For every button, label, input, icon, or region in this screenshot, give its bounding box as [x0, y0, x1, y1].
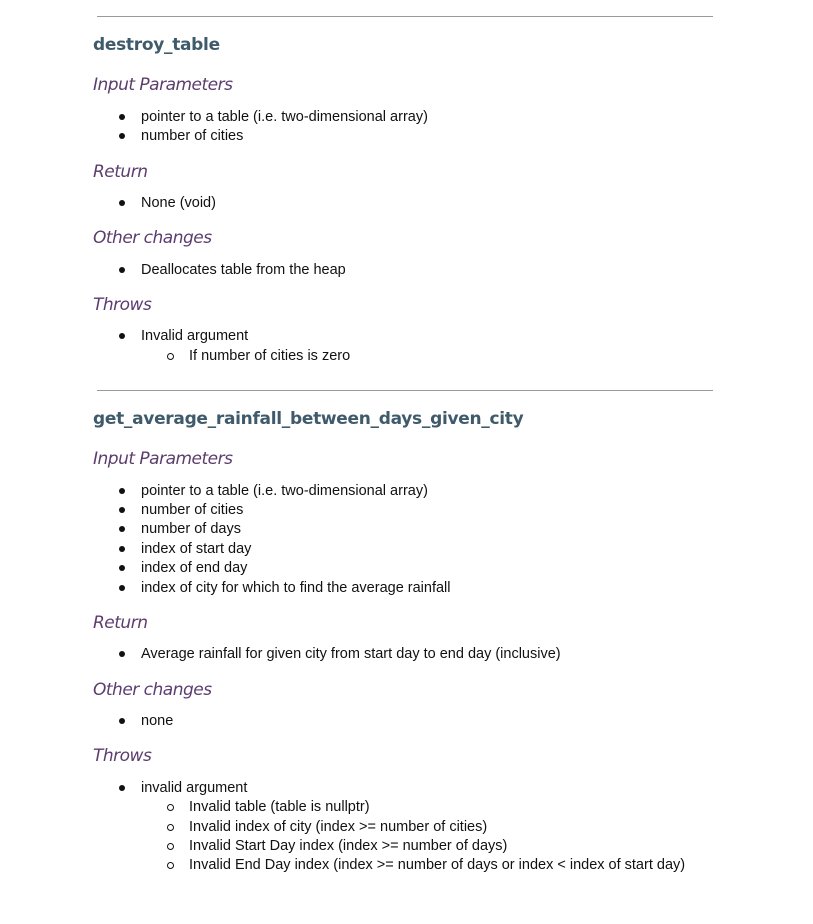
- list-item: pointer to a table (i.e. two-dimensional array): [141, 482, 428, 500]
- bullet-icon: [119, 133, 125, 139]
- throws-heading: Throws: [93, 295, 152, 315]
- list-item: none: [141, 712, 173, 730]
- list-item: number of days: [141, 520, 241, 538]
- circle-bullet-icon: [167, 824, 174, 831]
- return-heading: Return: [93, 162, 148, 182]
- other-changes-heading: Other changes: [93, 228, 212, 248]
- function-title: get_average_rainfall_between_days_given_city: [93, 409, 524, 429]
- sub-list-item: Invalid End Day index (index >= number of days or index < index of start day): [189, 856, 685, 874]
- input-parameters-heading: Input Parameters: [93, 75, 233, 95]
- bullet-icon: [119, 785, 125, 791]
- bullet-icon: [119, 565, 125, 571]
- bullet-icon: [119, 526, 125, 532]
- sub-list-item: Invalid table (table is nullptr): [189, 798, 370, 816]
- bullet-icon: [119, 651, 125, 657]
- list-item: Invalid argument: [141, 327, 248, 345]
- bullet-icon: [119, 114, 125, 120]
- list-item: pointer to a table (i.e. two-dimensional array): [141, 108, 428, 126]
- circle-bullet-icon: [167, 353, 174, 360]
- bullet-icon: [119, 546, 125, 552]
- bullet-icon: [119, 718, 125, 724]
- sub-list-item: Invalid index of city (index >= number of cities): [189, 818, 487, 836]
- bullet-icon: [119, 488, 125, 494]
- input-parameters-heading: Input Parameters: [93, 449, 233, 469]
- list-item: Average rainfall for given city from start day to end day (inclusive): [141, 645, 561, 663]
- bullet-icon: [119, 333, 125, 339]
- list-item: invalid argument: [141, 779, 247, 797]
- function-title: destroy_table: [93, 35, 220, 55]
- list-item: number of cities: [141, 501, 243, 519]
- circle-bullet-icon: [167, 843, 174, 850]
- bullet-icon: [119, 200, 125, 206]
- list-item: number of cities: [141, 127, 243, 145]
- section-divider: [97, 16, 713, 17]
- list-item: None (void): [141, 194, 216, 212]
- circle-bullet-icon: [167, 862, 174, 869]
- list-item: Deallocates table from the heap: [141, 261, 346, 279]
- other-changes-heading: Other changes: [93, 680, 212, 700]
- section-divider: [97, 390, 713, 391]
- list-item: index of city for which to find the average rainfall: [141, 579, 451, 597]
- return-heading: Return: [93, 613, 148, 633]
- bullet-icon: [119, 585, 125, 591]
- bullet-icon: [119, 267, 125, 273]
- list-item: index of start day: [141, 540, 251, 558]
- sub-list-item: If number of cities is zero: [189, 347, 350, 365]
- throws-heading: Throws: [93, 746, 152, 766]
- circle-bullet-icon: [167, 804, 174, 811]
- bullet-icon: [119, 507, 125, 513]
- sub-list-item: Invalid Start Day index (index >= number of days): [189, 837, 507, 855]
- list-item: index of end day: [141, 559, 247, 577]
